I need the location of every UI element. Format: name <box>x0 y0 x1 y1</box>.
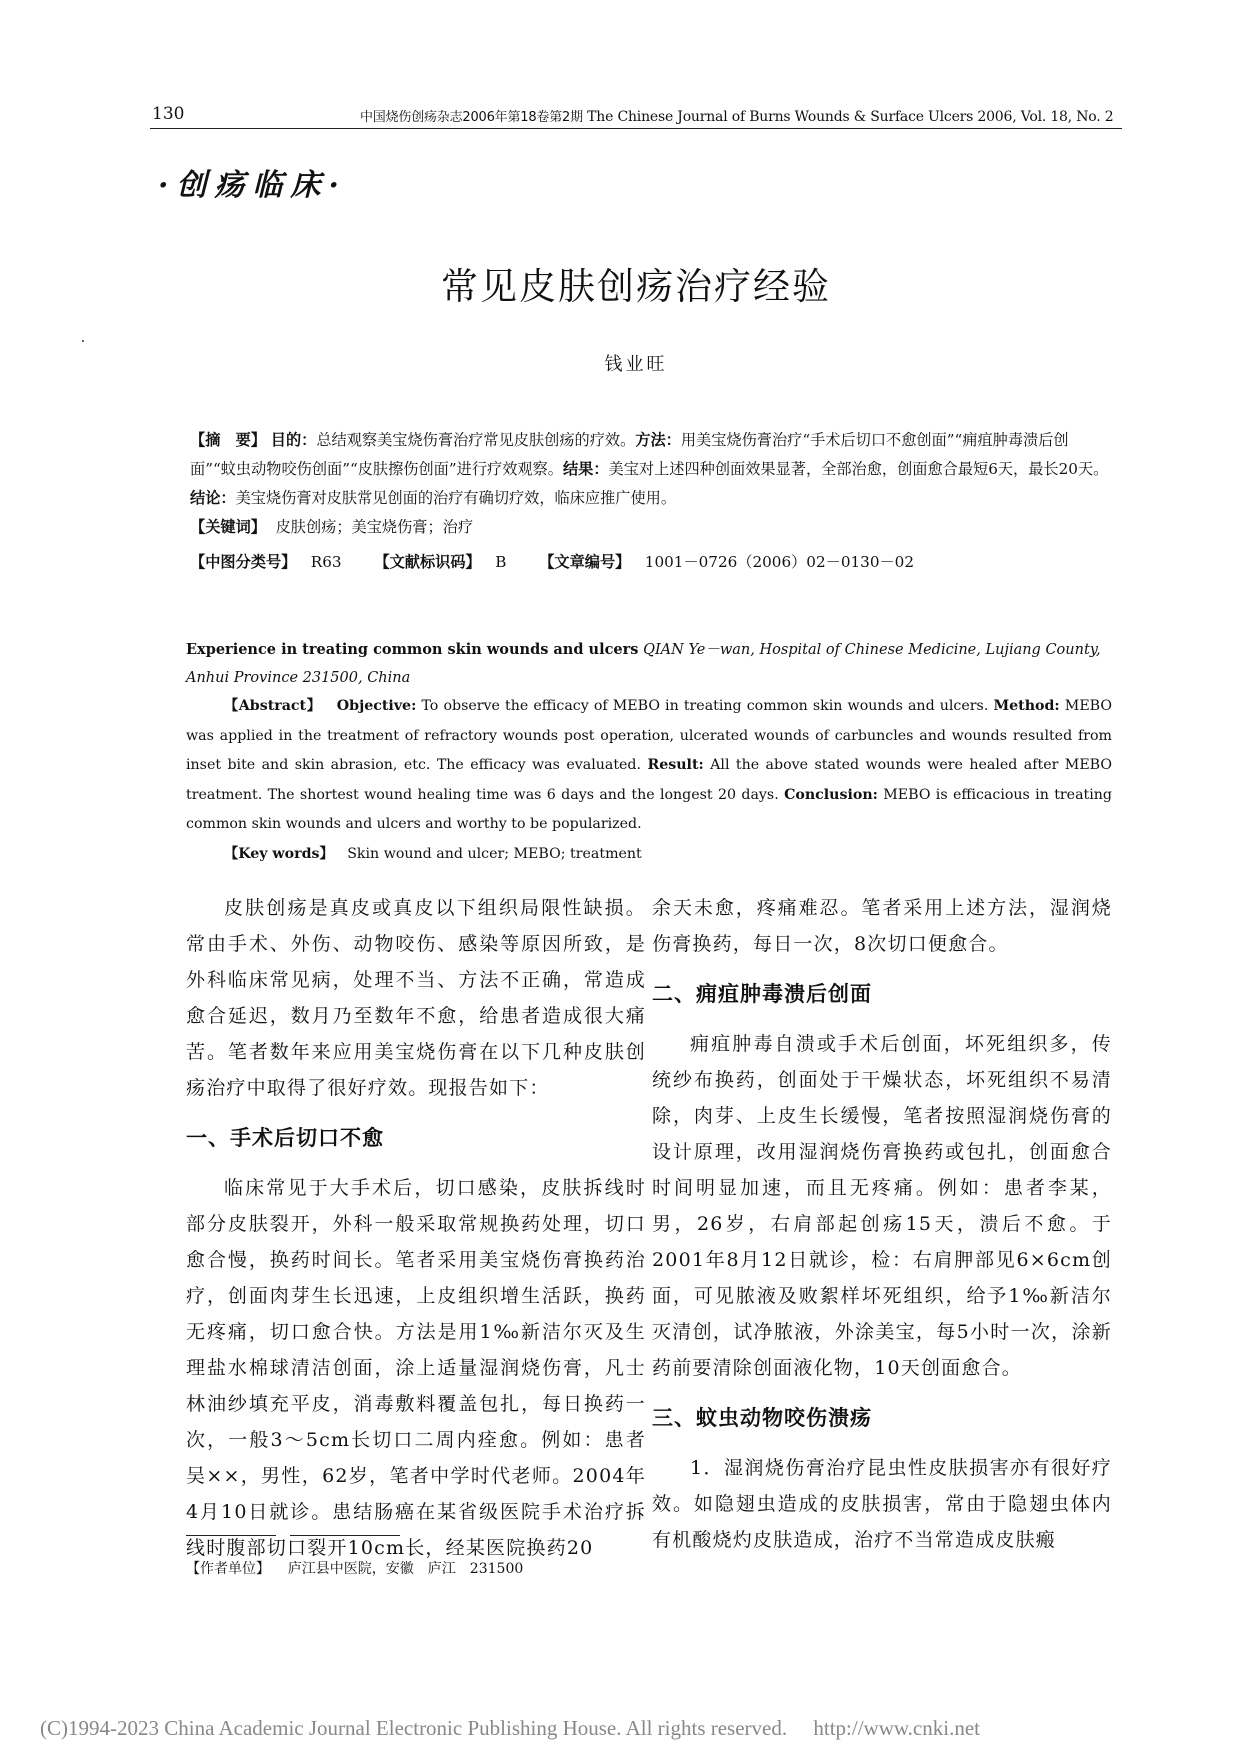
footnote-rule-short <box>186 1535 276 1536</box>
copyright-watermark: (C)1994-2023 China Academic Journal Electronic Publishing House. All rights reserved. http://www.cnki.net <box>40 1716 980 1740</box>
english-affiliation: QIAN Ye－wan, Hospital of Chinese Medicine, Lujiang County, Anhui Province 231500, China <box>186 642 1101 686</box>
keywords-en-text: Skin wound and ulcer; MEBO; treatment <box>347 845 642 862</box>
abstract-zh-body <box>190 426 1112 513</box>
method-label: 方法： <box>635 431 681 449</box>
objective-en-text: To observe the efficacy of MEBO in treating common skin wounds and ulcers. <box>421 698 989 714</box>
conclusion-en-label: Conclusion: <box>784 786 878 803</box>
objective-label: 目的： <box>270 431 317 449</box>
abstract-en-label: 【Abstract】 <box>224 698 322 714</box>
abstract-en-body <box>186 692 1112 840</box>
section3-paragraph: 1．湿润烧伤膏治疗昆虫性皮肤损害亦有很好疗效。如隐翅虫造成的皮肤损害，常由于隐翅虫体内有机酸烧灼皮肤造成，治疗不当常造成皮肤瘢 <box>652 1457 1112 1551</box>
abstract-en <box>186 692 1112 869</box>
footnote-rule-long <box>290 1535 400 1536</box>
objective-text: 总结观察美宝烧伤膏治疗常见皮肤创疡的疗效。 <box>316 431 636 449</box>
section1-continuation: 余天未愈，疼痛难忍。笔者采用上述方法，湿润烧伤膏换药，每日一次，8次切口便愈合。 <box>652 897 1112 955</box>
doc-code-label: 【文献标识码】 <box>374 553 481 571</box>
conclusion-text: 美宝烧伤膏对皮肤常见创面的治疗有确切疗效，临床应推广使用。 <box>235 489 676 507</box>
doc-code-value: B <box>495 553 507 571</box>
scan-speck <box>82 340 84 342</box>
conclusion-en-text: MEBO is efficacious in treating common skin wounds and ulcers and worthy to be popularized. <box>186 786 1112 832</box>
section2-heading: 二、痈疽肿毒溃后创面 <box>652 982 872 1006</box>
keywords-zh <box>190 513 1112 542</box>
objective-en-label: Objective: <box>336 698 417 714</box>
article-no-label: 【文章编号】 <box>539 553 631 571</box>
article-title: 常见皮肤创疡治疗经验 <box>441 265 831 308</box>
keywords-text: 皮肤创疡；美宝烧伤膏；治疗 <box>275 518 474 536</box>
author: 钱业旺 <box>604 354 668 375</box>
body-column-left <box>186 890 646 1566</box>
keywords-en <box>186 840 1112 870</box>
footnote-label: 【作者单位】 <box>186 1561 270 1577</box>
section3-heading: 三、蚊虫动物咬伤溃疡 <box>652 1406 872 1430</box>
journal-title-en: The Chinese Journal of Burns Wounds & Surface Ulcers 2006, Vol. 18, No. 2 <box>587 109 1114 125</box>
result-en-text: All the above stated wounds were healed after MEBO treatment. The shortest wound healing time was 6 days and the longest 20 days. <box>186 757 1112 803</box>
keywords-en-label: 【Key words】 <box>224 845 334 862</box>
method-en-label: Method: <box>993 698 1060 714</box>
english-title: Experience in treating common skin wounds and ulcers <box>186 641 639 658</box>
section2-paragraph: 痈疽肿毒自溃或手术后创面，坏死组织多，传统纱布换药，创面处于干燥状态，坏死组织不易清除，肉芽、上皮生长缓慢，笔者按照湿润烧伤膏的设计原理，改用湿润烧伤膏换药或包扎，创面愈合时间明显加速，而且无疼痛。例如：患者李某，男，26岁，右肩部起创疡15天，溃后不愈。于2001年8月12日就诊，检：右肩胛部见6×6cm创面，可见脓液及败絮样坏死组织，给予1‰新洁尔灭清创，试净脓液，外涂美宝，每5小时一次，涂新药前要清除创面液化物，10天创面愈合。 <box>652 1033 1112 1379</box>
header-rule <box>150 128 1122 129</box>
journal-title-zh: 中国烧伤创疡杂志2006年第18卷第2期 <box>360 110 583 125</box>
abstract-zh <box>190 426 1112 577</box>
footnote-text: 庐江县中医院，安徽 庐江 231500 <box>287 1561 524 1577</box>
clc-value: R63 <box>310 553 342 571</box>
method-en-text: MEBO was applied in the treatment of refractory wounds post operation, ulcerated wounds of carbuncles and wounds resulted from inset bite and skin abrasion, etc. The efficacy was evaluated. <box>186 698 1113 773</box>
intro-paragraph: 皮肤创疡是真皮或真皮以下组织局限性缺损。常由手术、外伤、动物咬伤、感染等原因所致，是外科临床常见病，处理不当、方法不正确，常造成愈合延迟，数月乃至数年不愈，给患者造成很大痛苦。笔者数年来应用美宝烧伤膏在以下几种皮肤创疡治疗中取得了很好疗效。现报告如下： <box>186 897 646 1099</box>
footnote <box>186 1558 523 1578</box>
running-head <box>360 106 1120 125</box>
result-text: 美宝对上述四种创面效果显著，全部治愈，创面愈合最短6天，最长20天。 <box>608 460 1109 478</box>
section1-heading: 一、手术后切口不愈 <box>186 1126 384 1150</box>
result-label: 结果： <box>562 460 609 478</box>
section1-paragraph: 临床常见于大手术后，切口感染，皮肤拆线时部分皮肤裂开，外科一般采取常规换药处理，切口愈合慢，换药时间长。笔者采用美宝烧伤膏换药治疗，创面肉芽生长迅速，上皮组织增生活跃，换药无疼痛，切口愈合快。方法是用1‰新洁尔灭及生理盐水棉球清洁创面，涂上适量湿润烧伤膏，凡士林油纱填充平皮，消毒敷料覆盖包扎，每日换药一次，一般3～5cm长切口二周内痊愈。例如：患者吴××，男性，62岁，笔者中学时代老师。2004年4月10日就诊。患结肠癌在某省级医院手术治疗拆线时腹部切口裂开10cm长，经某医院换药20 <box>186 1177 646 1559</box>
article-no-value: 1001－0726（2006）02－0130－02 <box>644 553 914 571</box>
conclusion-label: 结论： <box>190 489 236 507</box>
keywords-label: 【关键词】 <box>190 518 266 536</box>
page-number: 130 <box>152 104 185 124</box>
result-en-label: Result: <box>647 757 704 773</box>
english-title-block <box>186 636 1112 692</box>
body-column-right <box>652 890 1112 1558</box>
clc-label: 【中图分类号】 <box>190 553 297 571</box>
classification-line <box>190 548 1112 577</box>
column-label: ·创疡临床· <box>158 168 347 203</box>
abstract-label: 【摘 要】 <box>190 431 266 449</box>
method-text: 用美宝烧伤膏治疗“手术后切口不愈创面”“痈疽肿毒溃后创面”“蚊虫动物咬伤创面”“皮肤擦伤创面”进行疗效观察。 <box>190 431 1069 478</box>
